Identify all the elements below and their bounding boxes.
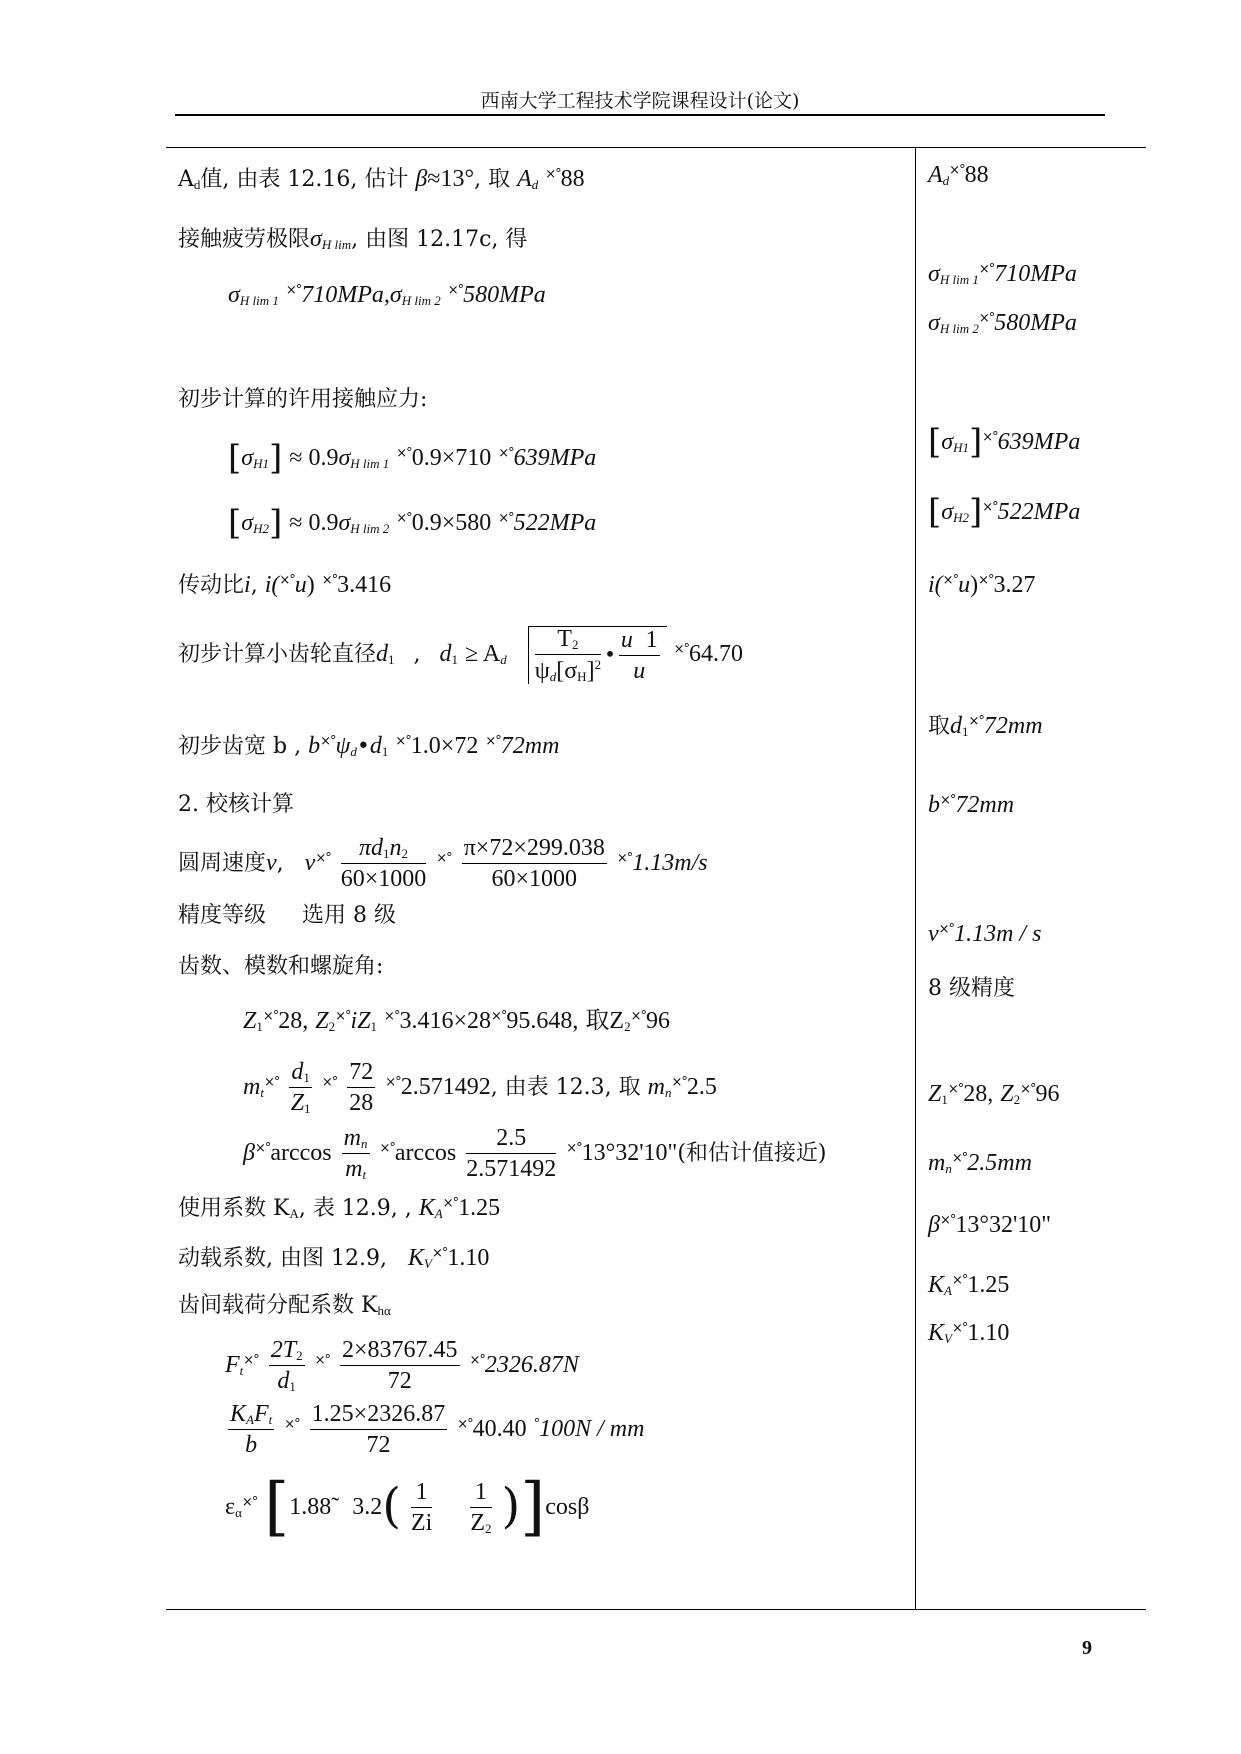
teeth-number-line: Z1×°28, Z2×°iZ1 ×°3.416×28×°95.648, 取Z2×°96	[243, 1008, 670, 1034]
sidebar-pinion-diameter: 取d1×°72mm	[928, 713, 1043, 739]
sidebar-gear-ratio: i(×°u)×°3.27	[928, 572, 1036, 598]
dynamic-factor-line: 动载系数, 由图 12.9, KV×°1.10	[178, 1245, 490, 1271]
header-rule	[175, 114, 1105, 116]
check-title: 2. 校核计算	[178, 792, 294, 817]
load-distribution-factor-line: 齿间载荷分配系数 Khα	[178, 1293, 391, 1318]
sidebar-allowable-1: [σH1]×°639MPa	[928, 422, 1081, 462]
sidebar-dynamic-factor: KV×°1.10	[928, 1320, 1010, 1346]
sidebar-accuracy-grade: 8 级精度	[928, 976, 1015, 1001]
unit-load-line: $\frac{\text{KAFt}}{b}$ ×° $\frac{1.25\times 2326.87}{72}$ ×°40.40 °100N / mm	[230, 1401, 645, 1459]
application-factor-line: 使用系数 KA, 表 12.9, , KA×°1.25	[178, 1195, 501, 1221]
allowable-stress-2-line: [σH2] ≈ 0.9σH lim 2 ×°0.9×580 ×°522MPa	[228, 503, 597, 543]
sidebar-face-width: b×°72mm	[928, 792, 1015, 818]
table-bottom-border	[166, 1609, 1146, 1610]
teeth-module-title: 齿数、模数和螺旋角:	[178, 954, 384, 979]
sidebar-teeth-number: Z1×°28, Z2×°96	[928, 1081, 1060, 1107]
page-header: 西南大学工程技术学院课程设计(论文)	[480, 90, 800, 112]
sidebar-sigma-hlim1: σH lim 1×°710MPa	[928, 261, 1077, 287]
tangential-force-line: Ft×° $\frac{2T2}{d1}$ ×° $\frac{2\times 83767.45}{72}$ ×°2326.87N	[225, 1337, 579, 1395]
gear-ratio-line: 传动比i, i(×°u) ×°3.416	[178, 572, 392, 598]
sidebar-helix-angle: β×°13°32'10"	[928, 1212, 1052, 1238]
table-column-divider	[915, 147, 916, 1609]
allowable-stress-title: 初步计算的许用接触应力:	[178, 387, 428, 412]
transverse-module-line: mt×° $\frac{d1}{Z1}$ ×° $\frac{72}{28}$ ×°2.571492, 由表 12.3, 取 mn×°2.5	[243, 1059, 717, 1117]
sidebar-allowable-2: [σH2]×°522MPa	[928, 492, 1081, 532]
fatigue-values-line: σH lim 1 ×°710MPa,σH lim 2 ×°580MPa	[228, 282, 546, 308]
face-width-line: 初步齿宽 b , b×°ψd•d1 ×°1.0×72 ×°72mm	[178, 733, 560, 759]
allowable-stress-1-line: [σH1] ≈ 0.9σH lim 1 ×°0.9×710 ×°639MPa	[228, 438, 597, 478]
circumferential-speed-line: 圆周速度v, v×° $\frac{\pi d1n2}{60\times 1000}$ ×° $\frac{\pi\times 72\times 299.038}{60\times 1000}$ ×°1.13m/s	[178, 835, 708, 893]
sidebar-normal-module: mn×°2.5mm	[928, 1150, 1032, 1176]
sidebar-application-factor: KA×°1.25	[928, 1272, 1010, 1298]
sidebar-sigma-hlim2: σH lim 2×°580MPa	[928, 310, 1077, 336]
sidebar-ad: Ad×°88	[928, 162, 989, 188]
helix-angle-line: β×°arccos $\frac{mn}{mt}$ ×°arccos $\frac{2.5}{2.571492}$ ×°13°32'10"(和估计值接近)	[243, 1125, 827, 1183]
contact-ratio-line: εα×° [1.88 3.2( $\frac{1}{Zi}$ $\frac{1}{Z2}$ )]cosβ	[225, 1470, 590, 1544]
accuracy-grade-line: 精度等级 选用 8 级	[178, 903, 396, 928]
page-number: 9	[1082, 1637, 1092, 1659]
pinion-diameter-line: 初步计算小齿轮直径d1 , d1 ≥ Ad $\frac{T2}{\psi d[\sigma H]^2}$ • $\frac{u 1}{u}$ ×°64.70	[178, 626, 743, 685]
table-top-border	[166, 147, 1146, 148]
sidebar-speed: v×°1.13m / s	[928, 921, 1042, 947]
ad-line: Ad值, 由表 12.16, 估计 β≈13°, 取 Ad ×°88	[178, 166, 585, 192]
fatigue-limit-line: 接触疲劳极限σH lim, 由图 12.17c, 得	[178, 226, 528, 252]
